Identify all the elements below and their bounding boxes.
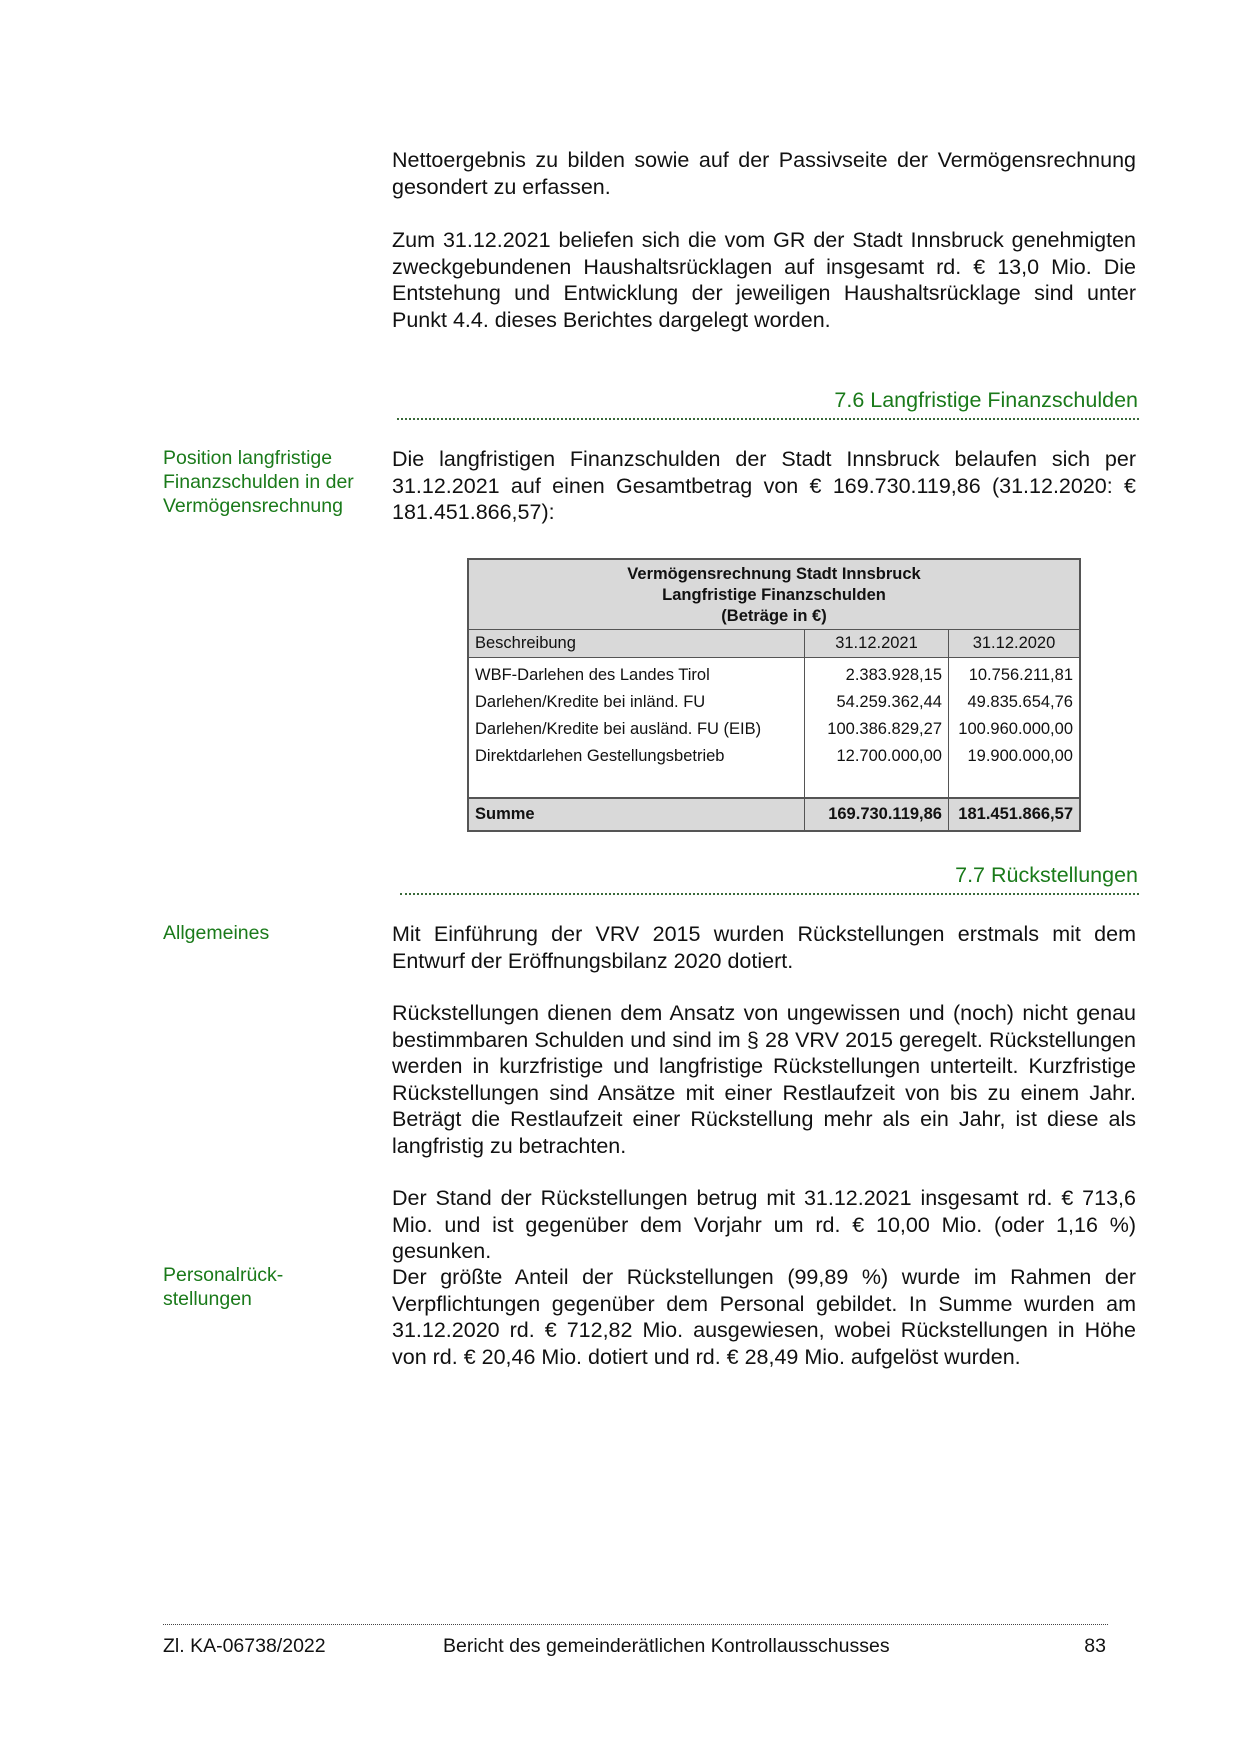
section-divider-7-6 — [397, 418, 1139, 420]
cell-2020: 49.835.654,76 — [949, 689, 1081, 716]
paragraph-personalrueckstellungen: Der größte Anteil der Rückstellungen (99,89 %) wurde im Rahmen der Verpflichtungen gegenüber dem Personal gebildet. In Summe wurden am 31.12.2020 rd. € 712,82 Mio. ausgewiesen, wobei Rückstellungen in Höhe von rd. € 20,46 Mio. dotiert und rd. € 28,49 Mio. aufgelöst wurden. — [392, 1265, 1136, 1369]
margin-note-position-finanzschulden: Position langfristige Finanzschulden in der Vermögensrechnung — [163, 447, 354, 517]
column-header-2020: 31.12.2020 — [949, 630, 1081, 658]
section-divider-7-7 — [400, 893, 1139, 895]
footer-divider — [163, 1624, 1108, 1625]
cell-2021: 2.383.928,15 — [805, 658, 949, 690]
finanzschulden-table — [467, 558, 1081, 832]
footer-reference: Zl. KA-06738/2022 — [163, 1635, 326, 1657]
cell-2021: 12.700.000,00 — [805, 743, 949, 770]
section-heading-7-7: 7.7 Rückstellungen — [955, 863, 1138, 887]
margin-note-personalrueckstellungen — [163, 1263, 378, 1311]
table-title-row — [468, 559, 1080, 630]
cell-desc: Darlehen/Kredite bei ausländ. FU (EIB) — [475, 720, 762, 738]
margin-note-line1: Personalrück- — [163, 1264, 284, 1286]
column-header-2021: 31.12.2021 — [805, 630, 949, 658]
table-row — [468, 658, 1080, 690]
table-title-line1: Vermögensrechnung Stadt Innsbruck — [627, 565, 921, 583]
sum-2021: 169.730.119,86 — [805, 798, 949, 831]
cell-desc: Direktdarlehen Gestellungsbetrieb — [475, 747, 725, 765]
margin-note-line2: stellungen — [163, 1288, 252, 1310]
column-header-beschreibung: Beschreibung — [468, 630, 805, 658]
margin-note-allgemeines: Allgemeines — [163, 922, 270, 944]
cell-2021: 100.386.829,27 — [805, 716, 949, 743]
paragraph-stand-rueckstellungen: Der Stand der Rückstellungen betrug mit 31.12.2021 insgesamt rd. € 713,6 Mio. und ist gegenüber dem Vorjahr um rd. € 10,00 Mio. (oder 1,16 %) gesunken. — [392, 1186, 1136, 1263]
table-title-line2: Langfristige Finanzschulden — [662, 586, 886, 604]
table-header-row — [468, 630, 1080, 658]
table-row — [468, 743, 1080, 770]
section-heading-7-6: 7.6 Langfristige Finanzschulden — [834, 388, 1138, 412]
cell-2020: 19.900.000,00 — [949, 743, 1081, 770]
paragraph-haushaltsruecklagen: Zum 31.12.2021 beliefen sich die vom GR der Stadt Innsbruck genehmigten zweckgebundenen Haushaltsrücklagen auf insgesamt rd. € 13,0 Mio. Die Entstehung und Entwicklung der jeweiligen Haushaltsrücklage sind unter Punkt 4.4. dieses Berichtes dargelegt worden. — [392, 228, 1136, 332]
cell-2020: 100.960.000,00 — [949, 716, 1081, 743]
table-title-line3: (Beträge in €) — [721, 607, 827, 625]
paragraph-nettoergebnis: Nettoergebnis zu bilden sowie auf der Passivseite der Vermögensrechnung gesondert zu erfassen. — [392, 148, 1136, 199]
cell-desc: Darlehen/Kredite bei inländ. FU — [475, 693, 706, 711]
cell-2020: 10.756.211,81 — [949, 658, 1081, 690]
sum-2020: 181.451.866,57 — [949, 798, 1081, 831]
cell-2021: 54.259.362,44 — [805, 689, 949, 716]
sum-label: Summe — [468, 798, 805, 831]
table-row — [468, 689, 1080, 716]
paragraph-vrv-2015: Mit Einführung der VRV 2015 wurden Rückstellungen erstmals mit dem Entwurf der Eröffnungsbilanz 2020 dotiert. — [392, 922, 1136, 973]
table-row — [468, 716, 1080, 743]
table-sum-row — [468, 798, 1080, 831]
paragraph-finanzschulden: Die langfristigen Finanzschulden der Stadt Innsbruck belaufen sich per 31.12.2021 auf einen Gesamtbetrag von € 169.730.119,86 (31.12.2020: € 181.451.866,57): — [392, 447, 1136, 524]
paragraph-rueckstellungen-definition: Rückstellungen dienen dem Ansatz von ungewissen und (noch) nicht genau bestimmbaren Schulden und sind im § 28 VRV 2015 geregelt. Rückstellungen werden in kurzfristige und langfristige Rückstellungen unterteilt. Kurzfristige Rückstellungen sind Ansätze mit einer Restlaufzeit von bis zu einem Jahr. Beträgt die Restlaufzeit einer Rückstellung mehr als ein Jahr, ist diese als langfristig zu betrachten. — [392, 1001, 1136, 1158]
cell-desc: WBF-Darlehen des Landes Tirol — [475, 666, 710, 684]
footer-title: Bericht des gemeinderätlichen Kontrollausschusses — [443, 1635, 890, 1657]
page-number: 83 — [1084, 1635, 1106, 1657]
